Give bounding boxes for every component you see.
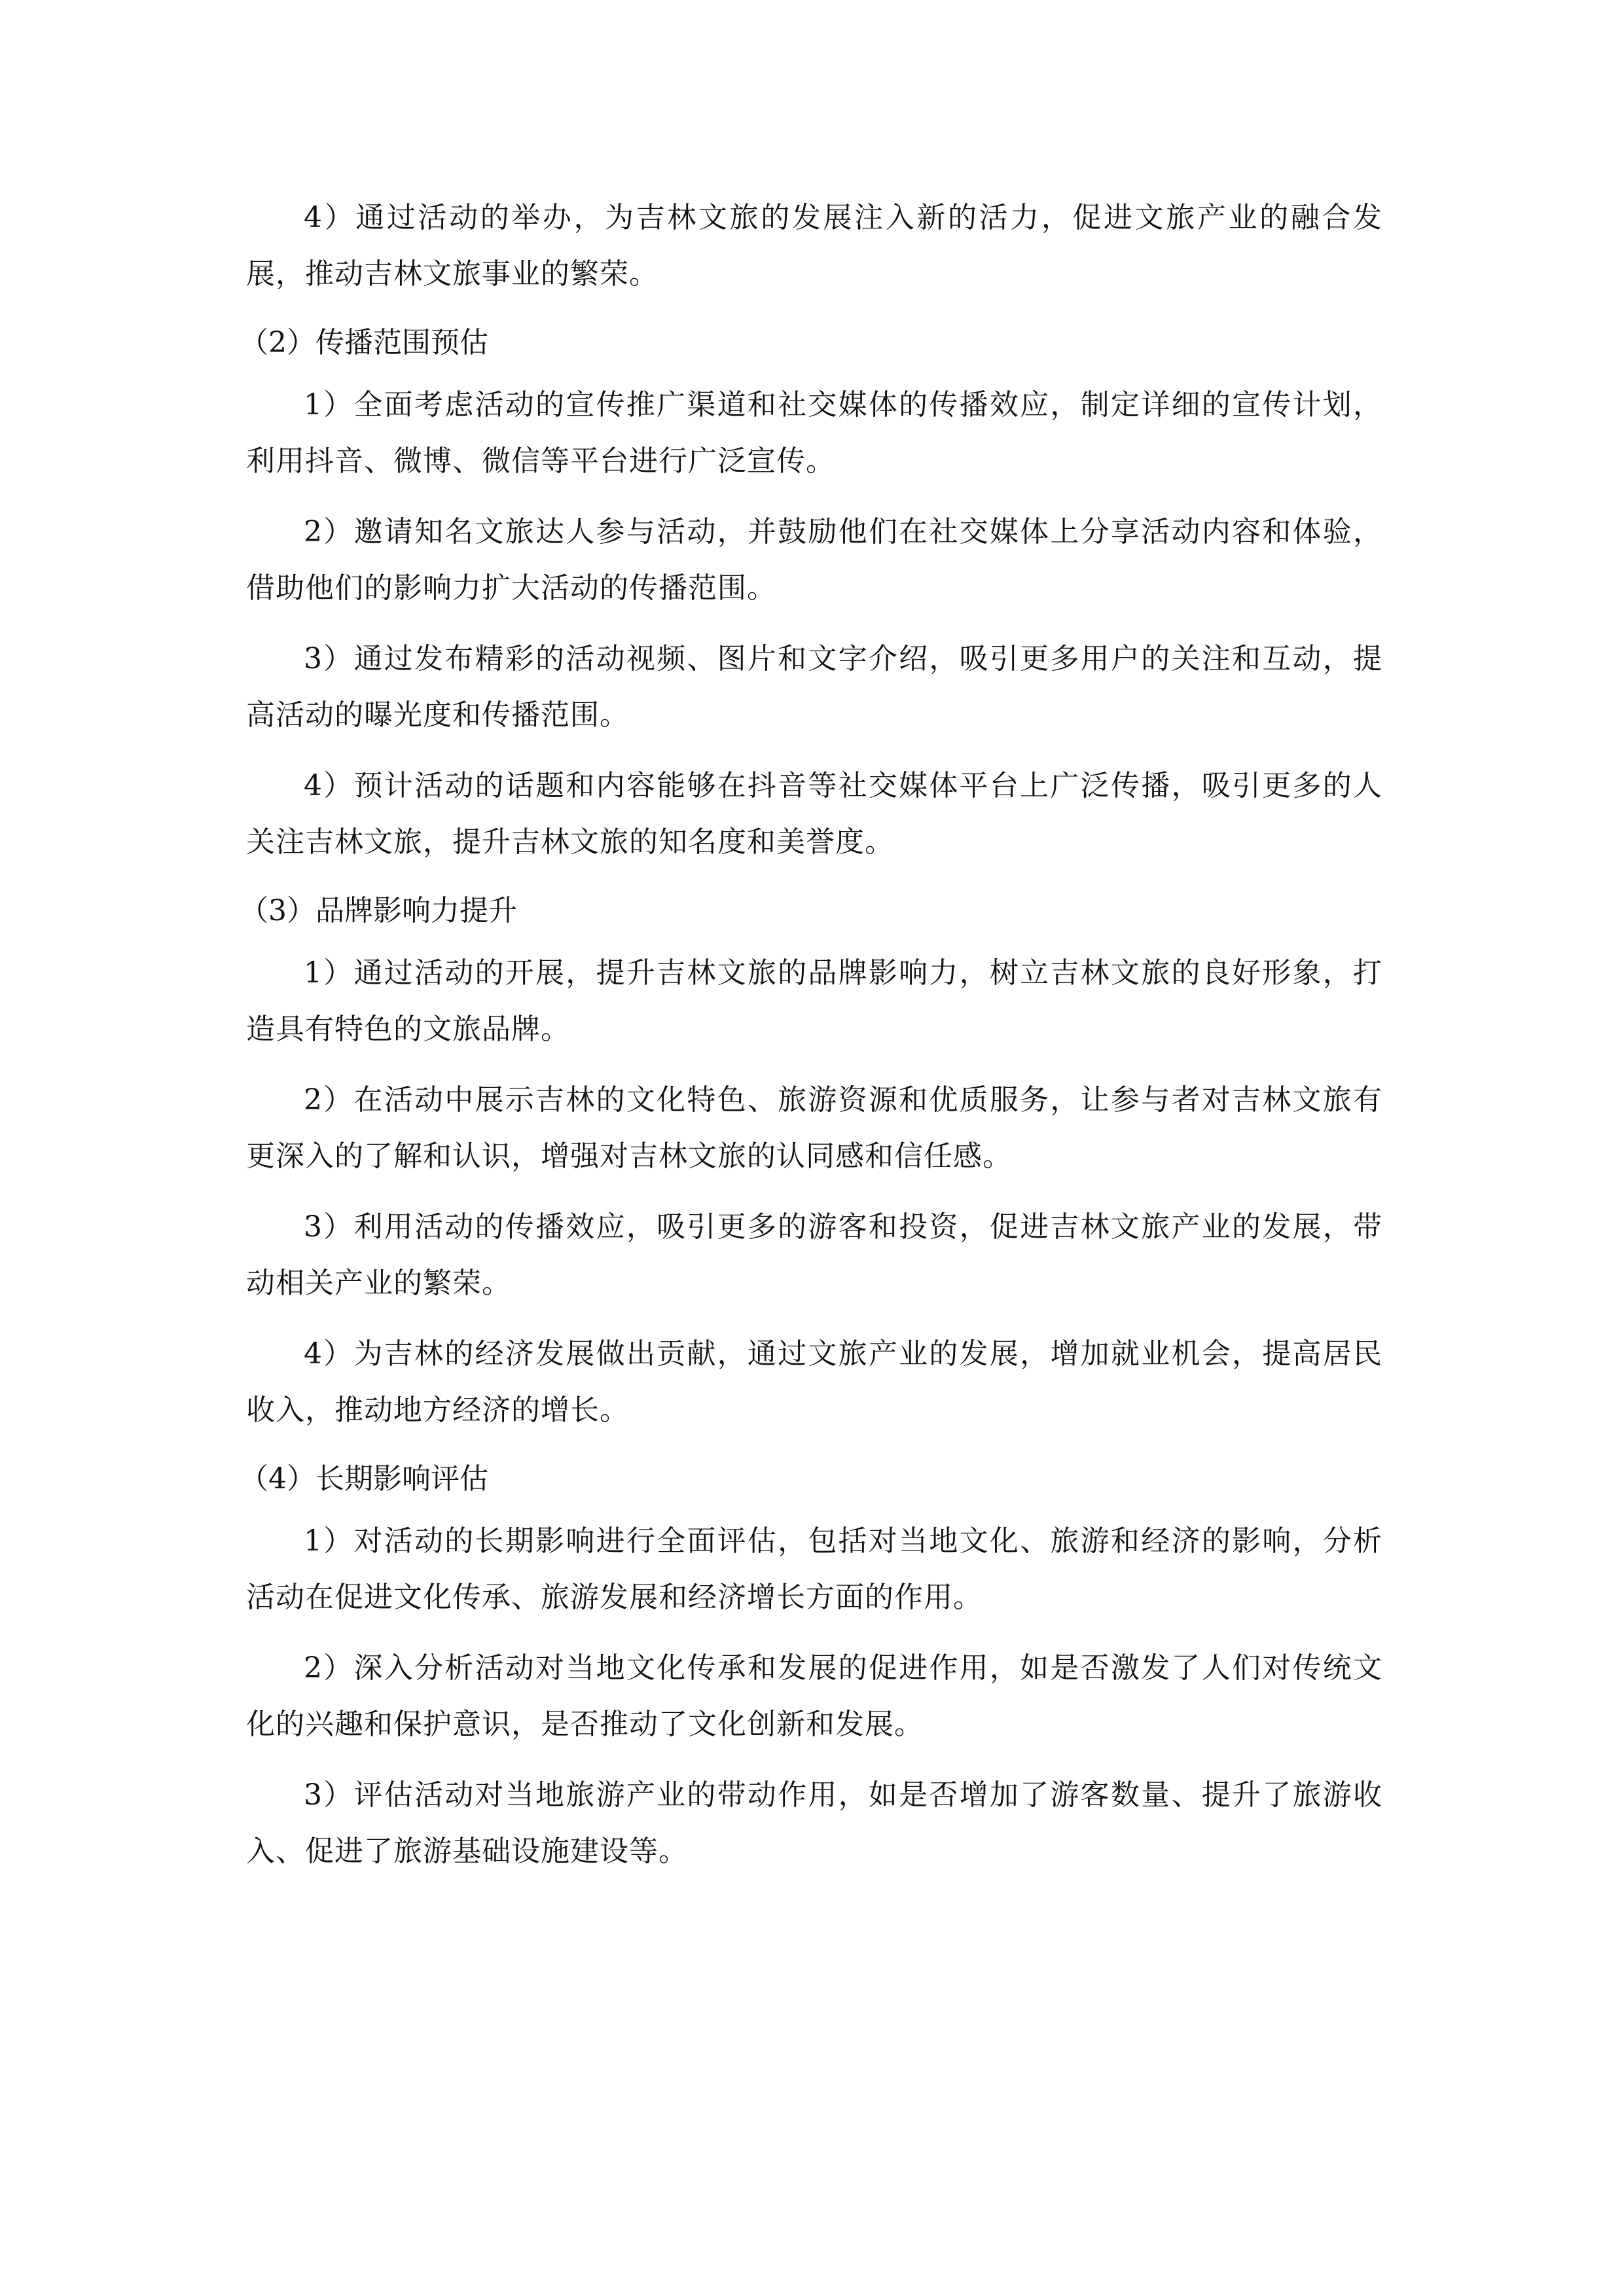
section-heading: （2）传播范围预估: [240, 326, 488, 359]
paragraph: 4）预计活动的话题和内容能够在抖音等社交媒体平台上广泛传播，吸引更多的人关注吉林文旅，提升吉林文旅的知名度和美誉度。: [246, 769, 1382, 859]
section-heading: （4）长期影响评估: [240, 1462, 488, 1496]
paragraph: 1）通过活动的开展，提升吉林文旅的品牌影响力，树立吉林文旅的良好形象，打造具有特色的文旅品牌。: [246, 956, 1382, 1046]
paragraph: 4）为吉林的经济发展做出贡献，通过文旅产业的发展，增加就业机会，提高居民收入，推动地方经济的增长。: [246, 1337, 1382, 1427]
paragraph: 3）通过发布精彩的活动视频、图片和文字介绍，吸引更多用户的关注和互动，提高活动的曝光度和传播范围。: [246, 642, 1382, 732]
paragraph: 2）在活动中展示吉林的文化特色、旅游资源和优质服务，让参与者对吉林文旅有更深入的了解和认识，增强对吉林文旅的认同感和信任感。: [246, 1083, 1382, 1173]
intro-section: [246, 190, 1382, 302]
section-spread-estimate: [240, 317, 1382, 870]
paragraph: 3）评估活动对当地旅游产业的带动作用，如是否增加了游客数量、提升了旅游收入、促进了旅游基础设施建设等。: [246, 1778, 1382, 1868]
paragraph: 1）全面考虑活动的宣传推广渠道和社交媒体的传播效应，制定详细的宣传计划，利用抖音、微博、微信等平台进行广泛宣传。: [246, 388, 1382, 478]
section-brand-influence: [240, 885, 1382, 1439]
paragraph: 2）邀请知名文旅达人参与活动，并鼓励他们在社交媒体上分享活动内容和体验，借助他们的影响力扩大活动的传播范围。: [246, 515, 1382, 605]
document-body: [240, 190, 1382, 1894]
paragraph: 2）深入分析活动对当地文化传承和发展的促进作用，如是否激发了人们对传统文化的兴趣和保护意识，是否推动了文化创新和发展。: [246, 1651, 1382, 1741]
paragraph: 1）对活动的长期影响进行全面评估，包括对当地文化、旅游和经济的影响，分析活动在促进文化传承、旅游发展和经济增长方面的作用。: [246, 1524, 1382, 1614]
section-long-term-impact: [240, 1453, 1382, 1880]
paragraph: 4）通过活动的举办，为吉林文旅的发展注入新的活力，促进文旅产业的融合发展，推动吉林文旅事业的繁荣。: [246, 201, 1382, 291]
paragraph: 3）利用活动的传播效应，吸引更多的游客和投资，促进吉林文旅产业的发展，带动相关产业的繁荣。: [246, 1210, 1382, 1300]
section-heading: （3）品牌影响力提升: [240, 894, 517, 927]
